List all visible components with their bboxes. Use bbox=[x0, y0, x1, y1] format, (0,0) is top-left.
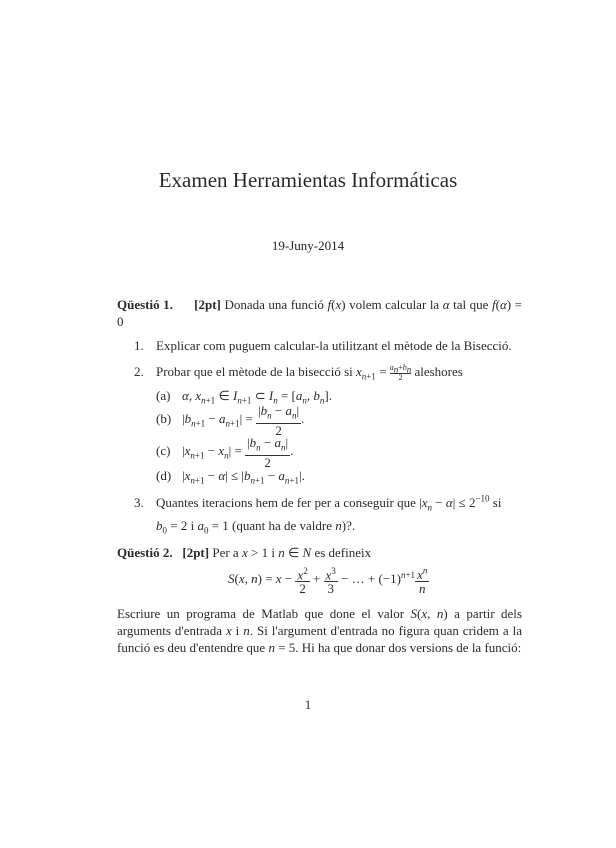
subitem-label: (d) bbox=[156, 468, 172, 483]
question-1-points: [2pt] bbox=[194, 297, 221, 312]
document-date: 19-Juny-2014 bbox=[271, 238, 345, 253]
question-2-body: Escriure un programa de Matlab que done el valor S(x, n) a partir dels arguments d'entrada x i n. Si l'argument d'entrada no figura quan cridem a la funció es deu d'entendre que n = 5. Hi ha que donar dos versions de la funció: bbox=[117, 606, 522, 655]
question-1-heading: Qüestió 1. bbox=[117, 297, 173, 312]
page-number: 1 bbox=[304, 697, 312, 712]
question-2-intro-text: Per a x > 1 i n ∈ N es defineix bbox=[212, 545, 372, 560]
subitem-text: $|x_{n+1} - \alpha| \le |b_{n+1} - a_{n+1}|$. bbox=[182, 468, 305, 486]
document-title: Examen Herramientas Informáticas bbox=[158, 168, 458, 192]
question-2-intro bbox=[117, 544, 522, 561]
subitem-text: $|b_{n+1} - a_{n+1}|$ = $\frac{|b_n - a_n|}{2}$ . bbox=[182, 403, 305, 438]
question-1-item-2d bbox=[156, 467, 516, 490]
item-label: 1. bbox=[134, 338, 144, 353]
subitem-label: (c) bbox=[156, 443, 171, 459]
question-1-item-1 bbox=[134, 337, 524, 354]
question-1-item-3 bbox=[134, 491, 524, 540]
item-text: Quantes iteracions hem de fer per a conseguir que $|x_n - \alpha| \le 2^{-10}$ si $b_0 = 2$ i $a_0 = 1$ (quant ha de valdre n)?. bbox=[156, 494, 502, 536]
question-1-item-2 bbox=[134, 363, 524, 386]
question-2-heading: Qüestió 2. bbox=[117, 545, 173, 560]
question-2-points: [2pt] bbox=[182, 545, 210, 560]
item-label: 3. bbox=[134, 495, 144, 511]
subitem-text: $|x_{n+1} - x_n|$ = $\frac{|b_n - a_n|}{2}$ . bbox=[182, 435, 294, 470]
question-1-item-2b bbox=[156, 404, 516, 437]
item-text: Probar que el mètode de la bisecció si $x_{n+1}$ = $\frac{a_n+b_n}{2}$ aleshores bbox=[156, 362, 463, 383]
question-1-item-2c bbox=[156, 436, 516, 469]
item-text: Explicar com puguem calcular-la utilitzant el mètode de la Bisecció. bbox=[156, 338, 512, 353]
subitem-label: (b) bbox=[156, 411, 172, 427]
question-1-intro bbox=[117, 296, 522, 330]
item-label: 2. bbox=[134, 364, 144, 379]
question-1-intro-text: Donada una funció f(x) volem calcular la α tal que f(α) = 0 bbox=[117, 297, 522, 329]
subitem-label: (a) bbox=[156, 388, 171, 403]
question-2-formula: S(x, n) = x − $\frac{x^2}{2}$ + $\frac{x^3}{3}$ − … + $(-1)^{n+1}$ $\frac{x^n}{n}$ bbox=[228, 566, 428, 597]
subitem-text: α, $x_{n+1}$ ∈ $I_{n+1}$ ⊂ $I_n = [a_n$, $b_n$]. bbox=[182, 388, 332, 406]
